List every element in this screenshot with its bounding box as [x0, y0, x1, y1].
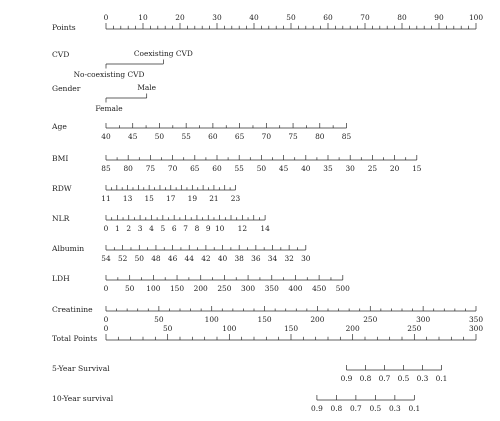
- albumin-tick-label: 50: [134, 254, 145, 263]
- age-tick-label: 50: [154, 132, 165, 141]
- creatinine-tick-label: 100: [204, 315, 219, 324]
- nlr-tick-label: 8: [194, 224, 200, 233]
- albumin-tick-label: 34: [267, 254, 278, 263]
- albumin-tick-label: 42: [201, 254, 211, 263]
- 10-year-survival-tick-label: 0.7: [349, 404, 362, 413]
- total-points-tick-label: 200: [345, 324, 360, 333]
- bmi-tick-label: 20: [389, 164, 400, 173]
- rdw-tick-label: 15: [144, 194, 154, 203]
- bmi-tick-label: 60: [212, 164, 222, 173]
- nlr-tick-label: 4: [149, 224, 154, 233]
- age-tick-label: 80: [315, 132, 325, 141]
- total-points-tick-label: 50: [162, 324, 173, 333]
- nlr-tick-label: 7: [183, 224, 188, 233]
- ldh-tick-label: 100: [146, 284, 161, 293]
- bmi-tick-label: 70: [167, 164, 178, 173]
- albumin-tick-label: 32: [284, 254, 294, 263]
- creatinine-tick-label: 200: [310, 315, 325, 324]
- points-tick-label: 50: [286, 13, 296, 22]
- bmi-tick-label: 40: [301, 164, 311, 173]
- rdw-tick-label: 11: [101, 194, 111, 203]
- bmi-tick-label: 30: [345, 164, 355, 173]
- albumin-row-label: Albumin: [52, 244, 85, 253]
- total-points-tick-label: 100: [222, 324, 237, 333]
- ldh-row-label: LDH: [52, 274, 70, 283]
- total-points-tick-label: 250: [407, 324, 422, 333]
- creatinine-tick-label: 150: [257, 315, 272, 324]
- bmi-tick-label: 75: [145, 164, 156, 173]
- creatinine-tick-label: 300: [416, 315, 431, 324]
- rdw-tick-label: 19: [187, 194, 198, 203]
- albumin-tick-label: 38: [234, 254, 244, 263]
- 10-year-survival-tick-label: 0.1: [408, 404, 421, 413]
- total-points-row-label: Total Points: [52, 334, 98, 343]
- ldh-tick-label: 200: [193, 284, 208, 293]
- rdw-tick-label: 13: [122, 194, 133, 203]
- creatinine-tick-label: 0: [103, 315, 109, 324]
- ldh-tick-label: 400: [288, 284, 303, 293]
- 5-year-survival-tick-label: 0.8: [359, 374, 372, 383]
- bmi-row-label: BMI: [52, 154, 69, 163]
- nlr-tick-label: 3: [137, 224, 143, 233]
- total-points-tick-label: 300: [468, 324, 484, 333]
- albumin-tick-label: 48: [151, 254, 161, 263]
- bmi-tick-label: 50: [256, 164, 267, 173]
- bmi-tick-label: 35: [323, 164, 333, 173]
- albumin-tick-label: 36: [251, 254, 261, 263]
- 5-year-survival-tick-label: 0.5: [397, 374, 410, 383]
- bmi-tick-label: 45: [278, 164, 289, 173]
- age-row-label: Age: [52, 122, 67, 131]
- bmi-tick-label: 65: [190, 164, 200, 173]
- ldh-tick-label: 350: [264, 284, 279, 293]
- bmi-tick-label: 80: [123, 164, 133, 173]
- points-tick-label: 10: [138, 13, 148, 22]
- ldh-tick-label: 50: [124, 284, 135, 293]
- total-points-tick-label: 0: [103, 324, 109, 333]
- points-tick-label: 90: [434, 13, 444, 22]
- points-tick-label: 100: [468, 13, 484, 22]
- ldh-tick-label: 500: [335, 284, 350, 293]
- ldh-tick-label: 450: [312, 284, 327, 293]
- points-tick-label: 80: [397, 13, 407, 22]
- 5-year-survival-tick-label: 0.9: [340, 374, 353, 383]
- bmi-tick-label: 15: [412, 164, 422, 173]
- ldh-tick-label: 150: [169, 284, 185, 293]
- nlr-tick-label: 12: [237, 224, 248, 233]
- rdw-tick-label: 23: [230, 194, 241, 203]
- albumin-tick-label: 52: [117, 254, 128, 263]
- nlr-tick-label: 5: [160, 224, 166, 233]
- 5-year-survival-tick-label: 0.7: [378, 374, 391, 383]
- cvd-level-label: Coexisting CVD: [133, 49, 193, 58]
- age-tick-label: 75: [288, 132, 298, 141]
- age-tick-label: 85: [341, 132, 352, 141]
- creatinine-tick-label: 350: [468, 315, 484, 324]
- 5-year-survival-tick-label: 0.1: [435, 374, 448, 383]
- points-tick-label: 20: [175, 13, 185, 22]
- cvd-row-label: CVD: [52, 50, 70, 59]
- rdw-tick-label: 17: [166, 194, 176, 203]
- creatinine-tick-label: 50: [154, 315, 164, 324]
- nlr-tick-label: 10: [214, 224, 225, 233]
- points-tick-label: 60: [323, 13, 333, 22]
- nlr-tick-label: 2: [126, 224, 132, 233]
- age-tick-label: 70: [261, 132, 272, 141]
- 10-year-survival-row-label: 10-Year survival: [52, 394, 114, 403]
- points-row-label: Points: [52, 23, 76, 32]
- age-tick-label: 40: [101, 132, 111, 141]
- albumin-tick-label: 44: [184, 254, 194, 263]
- 10-year-survival-tick-label: 0.3: [388, 404, 401, 413]
- 10-year-survival-tick-label: 0.9: [311, 404, 323, 413]
- points-tick-label: 40: [249, 13, 259, 22]
- 10-year-survival-tick-label: 0.8: [330, 404, 343, 413]
- age-tick-label: 65: [234, 132, 245, 141]
- bmi-tick-label: 85: [101, 164, 111, 173]
- 5-year-survival-row-label: 5-Year Survival: [52, 364, 110, 373]
- nlr-tick-label: 14: [260, 224, 270, 233]
- rdw-row-label: RDW: [52, 184, 72, 193]
- age-tick-label: 60: [208, 132, 218, 141]
- points-tick-label: 70: [360, 13, 370, 22]
- age-tick-label: 55: [181, 132, 191, 141]
- creatinine-row-label: Creatinine: [52, 305, 93, 314]
- ldh-tick-label: 300: [241, 284, 256, 293]
- age-tick-label: 45: [128, 132, 138, 141]
- nlr-tick-label: 6: [171, 224, 177, 233]
- 10-year-survival-tick-label: 0.5: [369, 404, 382, 413]
- cvd-level-label: No-coexisting CVD: [73, 70, 145, 79]
- gender-level-label: Male: [137, 83, 157, 92]
- nlr-tick-label: 9: [205, 224, 211, 233]
- 5-year-survival-tick-label: 0.3: [416, 374, 429, 383]
- bmi-tick-label: 25: [367, 164, 378, 173]
- gender-row-label: Gender: [52, 84, 81, 93]
- creatinine-tick-label: 250: [363, 315, 378, 324]
- nlr-tick-label: 0: [103, 224, 109, 233]
- nlr-row-label: NLR: [52, 214, 70, 223]
- albumin-tick-label: 54: [101, 254, 111, 263]
- gender-level-label: Female: [95, 104, 123, 113]
- albumin-tick-label: 40: [217, 254, 228, 263]
- points-tick-label: 30: [212, 13, 222, 22]
- total-points-tick-label: 150: [283, 324, 299, 333]
- points-tick-label: 0: [103, 13, 109, 22]
- albumin-tick-label: 30: [301, 254, 311, 263]
- bmi-tick-label: 55: [234, 164, 244, 173]
- rdw-tick-label: 21: [209, 194, 219, 203]
- albumin-tick-label: 46: [167, 254, 178, 263]
- ldh-tick-label: 0: [103, 284, 109, 293]
- nlr-tick-label: 1: [115, 224, 120, 233]
- ldh-tick-label: 250: [217, 284, 232, 293]
